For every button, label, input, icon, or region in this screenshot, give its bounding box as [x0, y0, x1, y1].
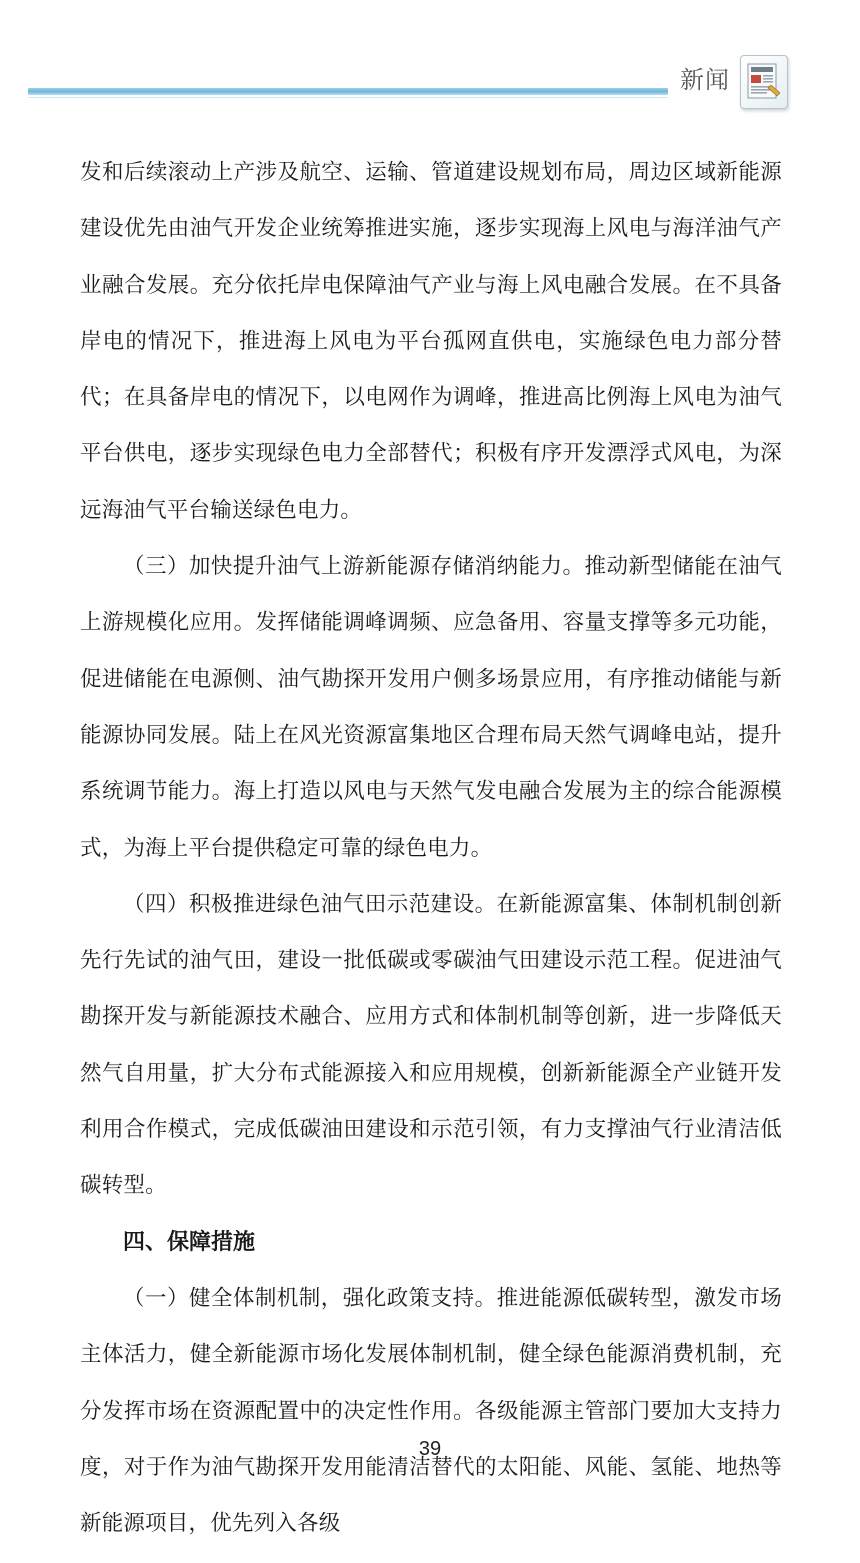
paragraph-measures-1: （一）健全体制机制，强化政策支持。推进能源低碳转型，激发市场主体活力，健全新能源市场化发展体制机制，健全绿色能源消费机制，充分发挥市场在资源配置中的决定性作用。各级能源主管部门要加大支持力度，对于作为油气勘探开发用能清洁替代的太阳能、风能、氢能、地热等新能源项目，优先列入各级	[80, 1285, 782, 1537]
section-heading: 四、保障措施	[123, 1229, 256, 1255]
paragraph-section-3: （三）加快提升油气上游新能源存储消纳能力。推动新型储能在油气上游规模化应用。发挥储能调峰调频、应急备用、容量支撑等多元功能，促进储能在电源侧、油气勘探开发用户侧多场景应用，有序推动储能与新能源协同发展。陆上在风光资源富集地区合理布局天然气调峰电站，提升系统调节能力。海上打造以风电与天然气发电融合发展为主的综合能源模式，为海上平台提供稳定可靠的绿色电力。	[80, 554, 782, 861]
header-rule	[28, 88, 668, 95]
paragraph-section-4: （四）积极推进绿色油气田示范建设。在新能源富集、体制机制创新先行先试的油气田，建设一批低碳或零碳油气田建设示范工程。促进油气勘探开发与新能源技术融合、应用方式和体制机制等创新，进一步降低天然气自用量，扩大分布式能源接入和应用规模，创新新能源全产业链开发利用合作模式，完成低碳油田建设和示范引领，有力支撑油气行业清洁低碳转型。	[80, 891, 782, 1199]
section-label: 新闻	[680, 66, 730, 94]
page-number: 39	[418, 1438, 442, 1460]
news-newspaper-icon	[740, 55, 788, 109]
page-header	[0, 0, 860, 120]
header-rule-shadow	[28, 97, 668, 98]
paragraph-continuation: 发和后续滚动上产涉及航空、运输、管道建设规划布局，周边区域新能源建设优先由油气开发企业统筹推进实施，逐步实现海上风电与海洋油气产业融合发展。充分依托岸电保障油气产业与海上风电融合发展。在不具备岸电的情况下，推进海上风电为平台孤网直供电，实施绿色电力部分替代；在具备岸电的情况下，以电网作为调峰，推进高比例海上风电为油气平台供电，逐步实现绿色电力全部替代；积极有序开发漂浮式风电，为深远海油气平台输送绿色电力。	[80, 160, 782, 523]
article-body	[80, 145, 782, 1552]
